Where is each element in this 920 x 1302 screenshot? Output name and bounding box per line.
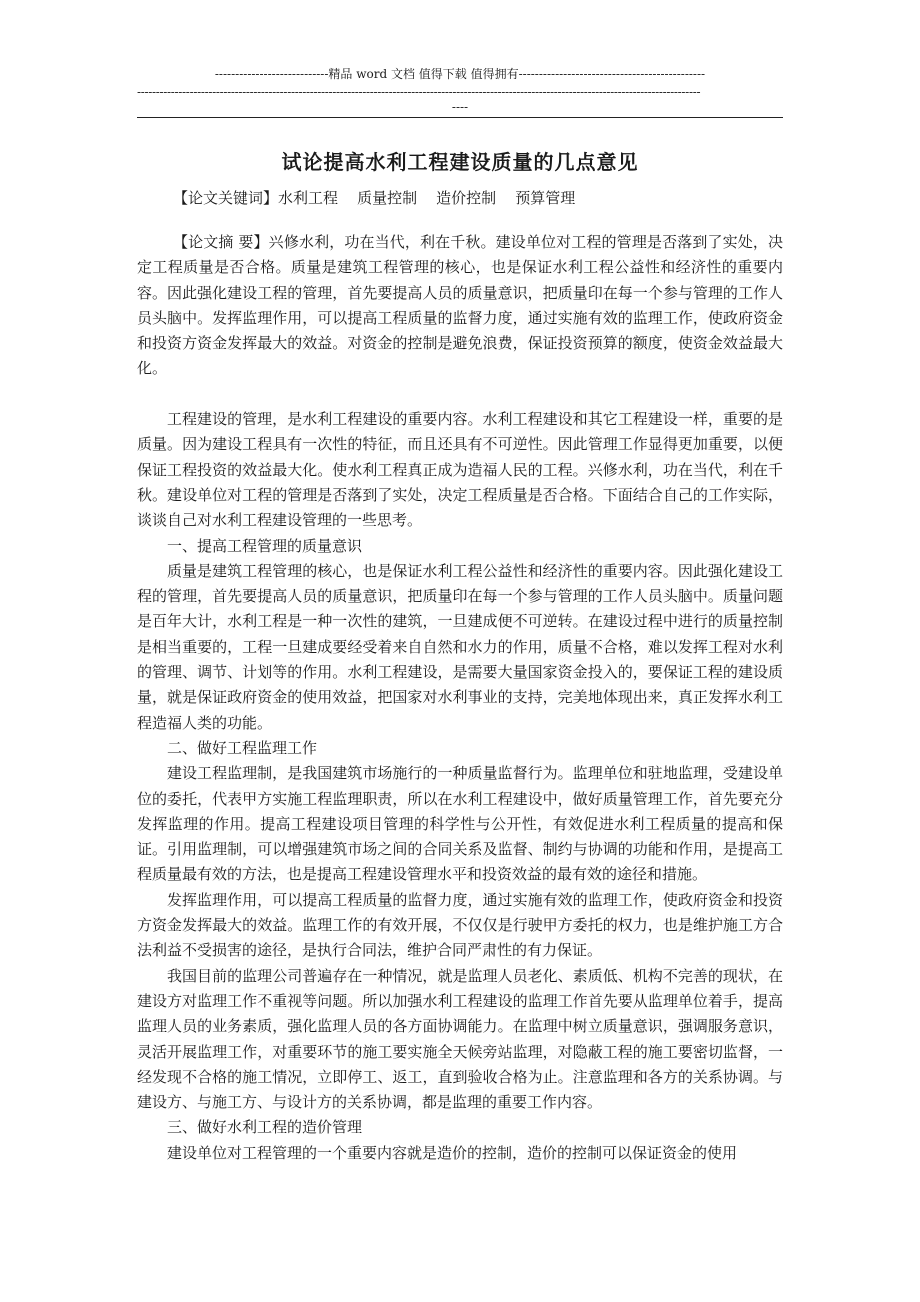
document-body xyxy=(137,230,783,1166)
paragraph-gap xyxy=(137,382,783,407)
document-title: 试论提高水利工程建设质量的几点意见 xyxy=(281,150,639,174)
header-dash-tail: ---- xyxy=(451,100,469,114)
body-paragraph: 建设工程监理制，是我国建筑市场施行的一种质量监督行为。监理单位和驻地监理，受建设单位的委托，代表甲方实施工程监理职责，所以在水利工程建设中，做好质量管理工作，首先要充分发挥监理的作用。提高工程建设项目管理的科学性与公开性，有效促进水利工程质量的提高和保证。引用监理制，可以增强建筑市场之间的合同关系及监督、制约与协调的功能和作用，是提高工程质量最有效的方法，也是提高工程建设管理水平和投资效益的最有效的途径和措施。 xyxy=(137,764,783,884)
body-paragraph: 质量是建筑工程管理的核心，也是保证水利工程公益性和经济性的重要内容。因此强化建设工程的管理，首先要提高人员的质量意识，把质量印在每一个参与管理的工作人员头脑中。质量问题是百年大计，水利工程是一种一次性的建筑，一旦建成便不可逆转。在建设过程中进行的质量控制是相当重要的，工程一旦建成要经受着来自自然和水力的作用，质量不合格，难以发挥工程对水利的管理、调节、计划等的作用。水利工程建设，是需要大量国家资金投入的，要保证工程的建设质量，就是保证政府资金的使用效益，把国家对水利事业的支持，完美地体现出来，真正发挥水利工程造福人类的功能。 xyxy=(137,561,783,732)
intro-paragraph: 工程建设的管理，是水利工程建设的重要内容。水利工程建设和其它工程建设一样，重要的是质量。因为建设工程具有一次性的特征，而且还具有不可逆性。因此管理工作显得更加重要，以便保证工程投资的效益最大化。使水利工程真正成为造福人民的工程。兴修水利，功在当代，利在千秋。建设单位对工程的管理是否落到了实处，决定工程质量是否合格。下面结合自己的工作实际，谈谈自己对水利工程建设管理的一些思考。 xyxy=(137,410,783,530)
section-heading-1: 一、提高工程管理的质量意识 xyxy=(167,536,363,555)
body-paragraph: 发挥监理作用，可以提高工程质量的监督力度，通过实施有效的监理工作，使政府资金和投资方资金发挥最大的效益。监理工作的有效开展，不仅仅是行驶甲方委托的权力，也是维护施工方合法利益不受损害的途径，是执行合同法，维护合同严肃性的有力保证。 xyxy=(137,890,783,960)
abstract-paragraph: 【论文摘 要】兴修水利，功在当代，利在千秋。建设单位对工程的管理是否落到了实处，决定工程质量是否合格。质量是建筑工程管理的核心，也是保证水利工程公益性和经济性的重要内容。因此强化建设工程的管理，首先要提高人员的质量意识，把质量印在每一个参与管理的工作人员头脑中。发挥监理作用，可以提高工程质量的监督力度，通过实施有效的监理工作，使政府资金和投资方资金发挥最大的效益。对资金的控制是避免浪费，保证投资预算的额度，使资金效益最大化。 xyxy=(137,233,783,378)
section-heading-3: 三、做好水利工程的造价管理 xyxy=(167,1118,363,1137)
header-dash-line: ------------------------------------------------------------------------------------------------------------------------------------------------------ xyxy=(137,85,701,99)
header-banner: ----------------------------精品 word 文档 值得下载 值得拥有---------------------------------------------- xyxy=(214,67,706,81)
keywords-line: 【论文关键词】水利工程 质量控制 造价控制 预算管理 xyxy=(173,189,576,207)
body-paragraph: 建设单位对工程管理的一个重要内容就是造价的控制，造价的控制可以保证资金的使用 xyxy=(167,1143,738,1162)
section-heading-2: 二、做好工程监理工作 xyxy=(167,738,318,757)
body-paragraph: 我国目前的监理公司普遍存在一种情况，就是监理人员老化、素质低、机构不完善的现状，在建设方对监理工作不重视等问题。所以加强水利工程建设的监理工作首先要从监理单位着手，提高监理人员的业务素质，强化监理人员的各方面协调能力。在监理中树立质量意识，强调服务意识，灵活开展监理工作，对重要环节的施工要实施全天候旁站监理，对隐蔽工程的施工要密切监督，一经发现不合格的施工情况，立即停工、返工，直到验收合格为止。注意监理和各方的关系协调。与建设方、与施工方、与设计方的关系协调，都是监理的重要工作内容。 xyxy=(137,966,783,1112)
header-rule xyxy=(137,117,783,118)
